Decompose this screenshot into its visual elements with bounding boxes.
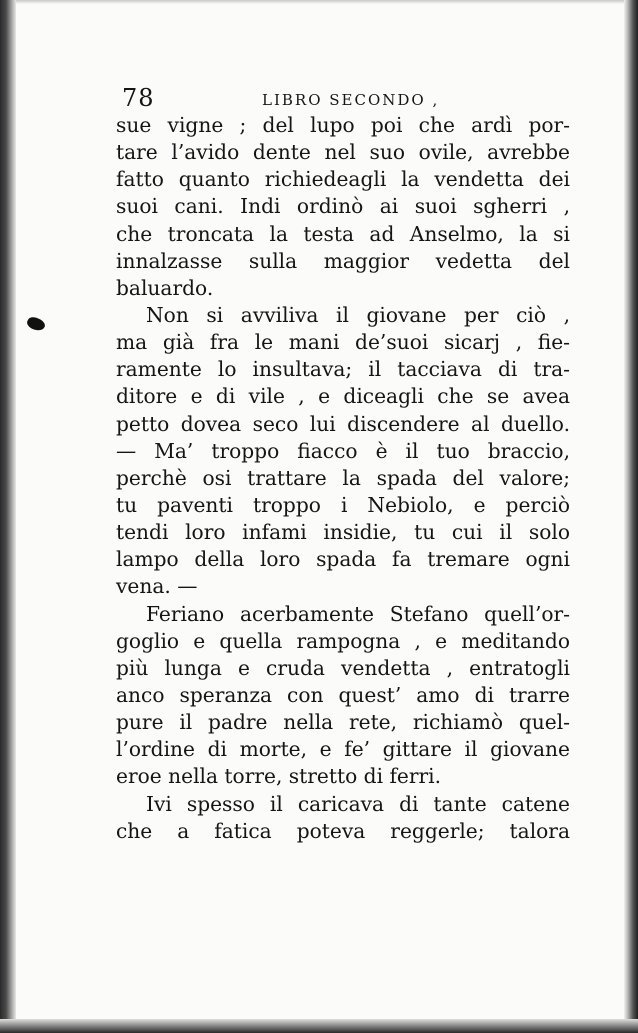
text-line: eroe nella torre, stretto di ferri. bbox=[116, 764, 442, 789]
page-bottom-edge bbox=[0, 1019, 638, 1033]
text-line: lampo della loro spada fa tremare ogni bbox=[116, 547, 570, 572]
text-line: che a fatica poteva reggerle; talora bbox=[116, 818, 570, 843]
text-line: goglio e quella rampogna , e meditando bbox=[116, 628, 570, 653]
text-line: tu paventi troppo i Nebiolo, e perciò bbox=[116, 492, 570, 517]
text-line: suoi cani. Indi ordinò ai suoi sgherri , bbox=[116, 194, 570, 219]
text-line: tendi loro infami insidie, tu cui il solo bbox=[116, 520, 570, 545]
body-text bbox=[116, 112, 570, 845]
text-line: petto dovea seco lui discendere al duello. bbox=[116, 411, 570, 436]
text-line: sue vigne ; del lupo poi che ardì por- bbox=[116, 113, 570, 137]
text-line: Feriano acerbamente Stefano quell’or- bbox=[146, 601, 570, 626]
text-line: anco speranza con quest’ amo di trarre bbox=[116, 682, 570, 707]
page-right-edge bbox=[624, 0, 638, 1033]
page-number: 78 bbox=[122, 84, 155, 112]
text-line: Non si avviliva il giovane per ciò , bbox=[146, 302, 570, 327]
text-line: baluardo. bbox=[116, 275, 214, 300]
page-left-edge bbox=[0, 0, 16, 1033]
text-line: pure il padre nella rete, richiamò quel- bbox=[116, 710, 570, 735]
text-line: l’ordine di morte, e fe’ gittare il giovane bbox=[116, 737, 570, 762]
text-line: più lunga e cruda vendetta , entratogli bbox=[116, 655, 570, 680]
text-line: — Ma’ troppo fiacco è il tuo braccio, bbox=[116, 438, 570, 463]
running-head: LIBRO SECONDO , bbox=[262, 91, 440, 109]
text-line: innalzasse sulla maggior vedetta del bbox=[116, 248, 570, 273]
text-line: perchè osi trattare la spada del valore; bbox=[116, 465, 570, 490]
text-line: ma già fra le mani de’suoi sicarj , fie- bbox=[116, 330, 570, 355]
text-line: vena. — bbox=[116, 574, 198, 599]
ink-blot-mark bbox=[25, 314, 47, 333]
text-line: ditore e di vile , e diceagli che se avea bbox=[116, 384, 570, 409]
text-line: ramente lo insultava; il tacciava di tra- bbox=[116, 357, 570, 382]
text-line: fatto quanto richiedeagli la vendetta dei bbox=[116, 167, 570, 192]
page-top-edge bbox=[0, 0, 638, 4]
text-line: che troncata la testa ad Anselmo, la si bbox=[116, 221, 570, 246]
text-line: Ivi spesso il caricava di tante catene bbox=[146, 791, 570, 816]
text-line: tare l’avido dente nel suo ovile, avrebbe bbox=[116, 140, 570, 165]
